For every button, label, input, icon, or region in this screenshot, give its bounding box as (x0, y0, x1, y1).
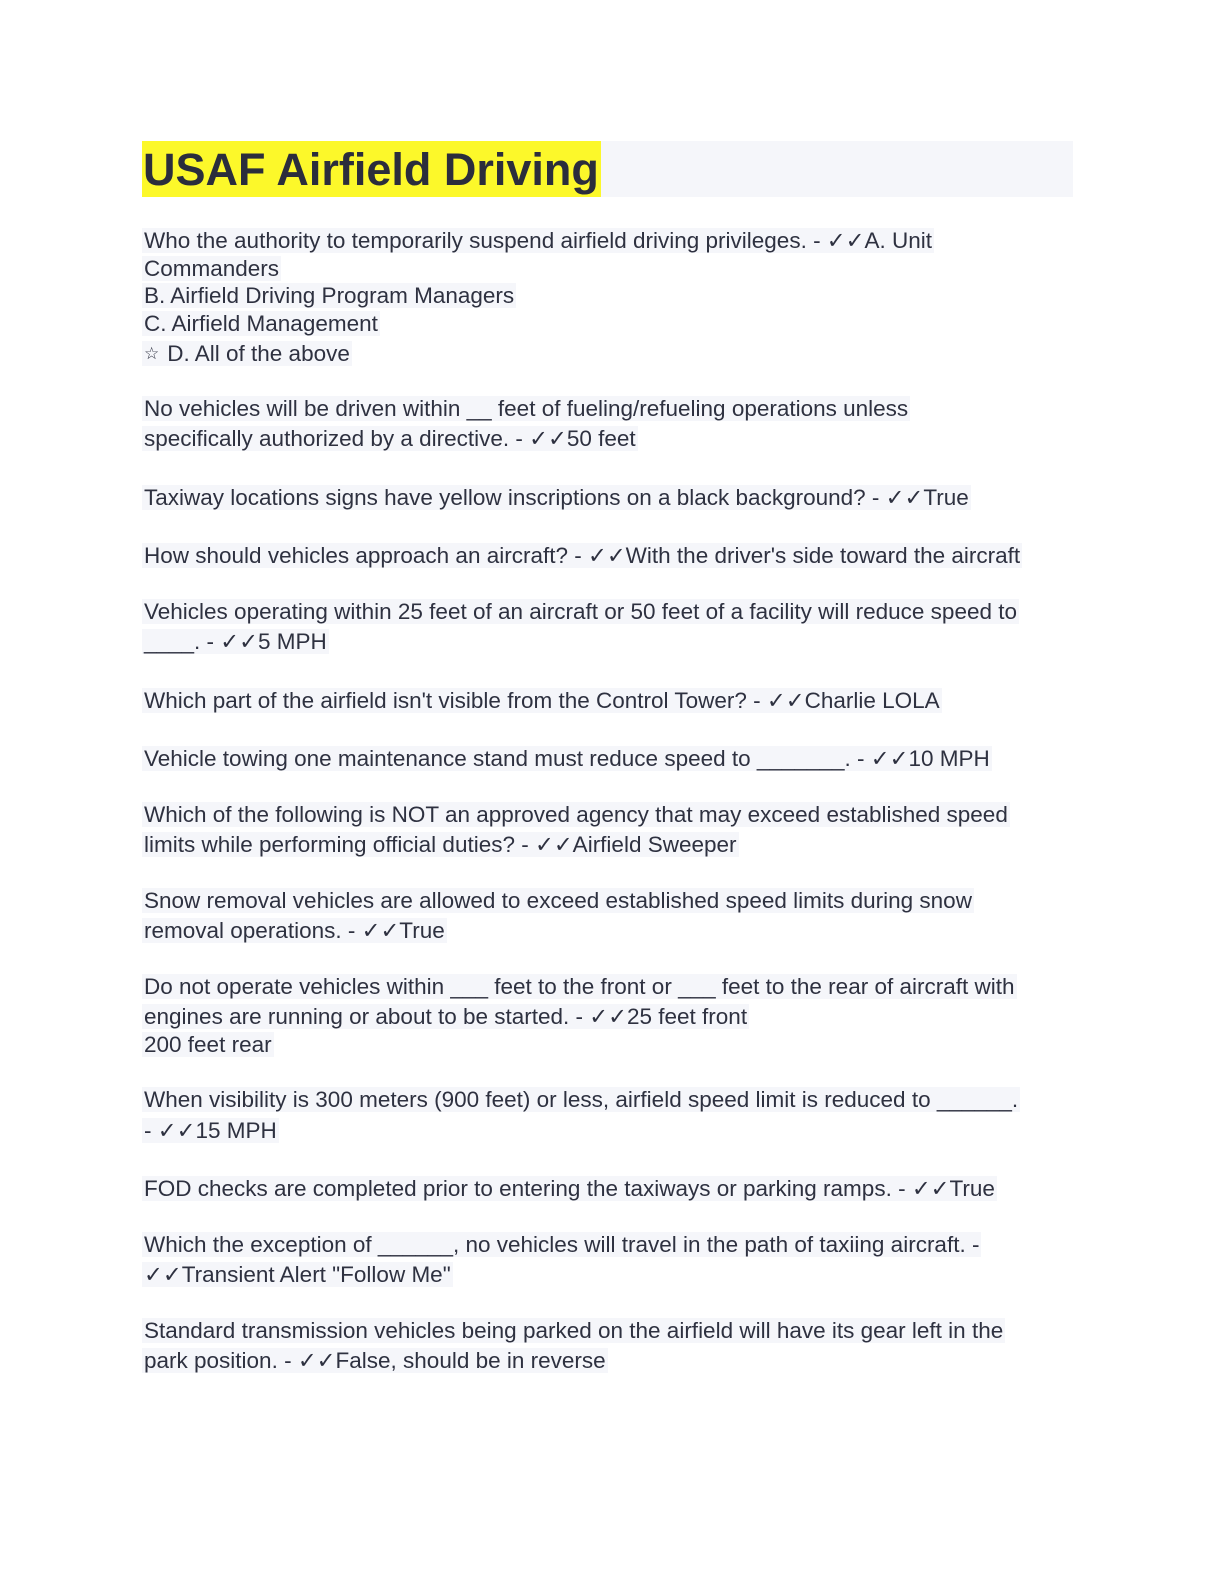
qa-line: ✓✓Transient Alert "Follow Me" (144, 1262, 451, 1287)
qa-line: specifically authorized by a directive. - ✓✓50 feet (144, 426, 636, 451)
qa-list (142, 227, 1073, 1377)
qa-line: D. All of the above (167, 341, 350, 366)
qa-line: C. Airfield Management (144, 310, 378, 336)
qa-line: Taxiway locations signs have yellow inscriptions on a black background? - ✓✓True (144, 484, 969, 510)
qa-line: FOD checks are completed prior to entering the taxiways or parking ramps. - ✓✓True (144, 1176, 995, 1201)
title-bar (142, 141, 1073, 197)
qa-line: Commanders (144, 255, 280, 281)
qa-line: limits while performing official duties? - ✓✓Airfield Sweeper (144, 832, 737, 857)
qa-line: park position. - ✓✓False, should be in reverse (144, 1348, 606, 1373)
qa-item (142, 541, 1073, 572)
qa-line: When visibility is 300 meters (900 feet) or less, airfield speed limit is reduced to ______. (144, 1087, 1019, 1112)
qa-item (142, 1316, 1073, 1377)
qa-item (142, 1174, 1073, 1205)
qa-line: Vehicle towing one maintenance stand must reduce speed to _______. - ✓✓10 MPH (144, 746, 990, 771)
qa-line: Which part of the airfield isn't visible from the Control Tower? - ✓✓Charlie LOLA (144, 687, 940, 713)
page-title: USAF Airfield Driving (142, 141, 601, 197)
qa-item (142, 227, 1073, 368)
qa-line: engines are running or about to be started. - ✓✓25 feet front (144, 1004, 748, 1029)
qa-item (142, 744, 1073, 775)
qa-line: removal operations. - ✓✓True (144, 918, 445, 943)
qa-item (142, 686, 1073, 717)
qa-line: Do not operate vehicles within ___ feet to the front or ___ feet to the rear of aircraft with (144, 973, 1015, 999)
qa-line: - ✓✓15 MPH (144, 1117, 277, 1143)
qa-item (142, 800, 1073, 861)
qa-line: Which of the following is NOT an approved agency that may exceed established speed (144, 801, 1008, 827)
qa-item (142, 1085, 1073, 1146)
qa-line: Snow removal vehicles are allowed to exceed established speed limits during snow (144, 887, 972, 913)
qa-line: Who the authority to temporarily suspend airfield driving privileges. - ✓✓A. Unit (144, 228, 933, 253)
qa-line: Which the exception of ______, no vehicles will travel in the path of taxiing aircraft. - (144, 1231, 980, 1257)
qa-line: Standard transmission vehicles being parked on the airfield will have its gear left in the (144, 1317, 1004, 1343)
qa-item (142, 972, 1073, 1061)
qa-line: Vehicles operating within 25 feet of an aircraft or 50 feet of a facility will reduce speed to (144, 598, 1017, 624)
qa-line: No vehicles will be driven within __ feet of fueling/refueling operations unless (144, 395, 909, 421)
qa-item (142, 597, 1073, 658)
document-page (142, 141, 1073, 1377)
qa-line: 200 feet rear (144, 1031, 272, 1057)
qa-item (142, 1230, 1073, 1291)
star-icon: ☆ (144, 344, 160, 363)
qa-line: How should vehicles approach an aircraft? - ✓✓With the driver's side toward the aircraft (144, 543, 1021, 568)
qa-item (142, 886, 1073, 947)
qa-line: B. Airfield Driving Program Managers (144, 283, 515, 308)
qa-item (142, 483, 1073, 514)
qa-item (142, 394, 1073, 455)
qa-line: ____. - ✓✓5 MPH (144, 629, 327, 654)
